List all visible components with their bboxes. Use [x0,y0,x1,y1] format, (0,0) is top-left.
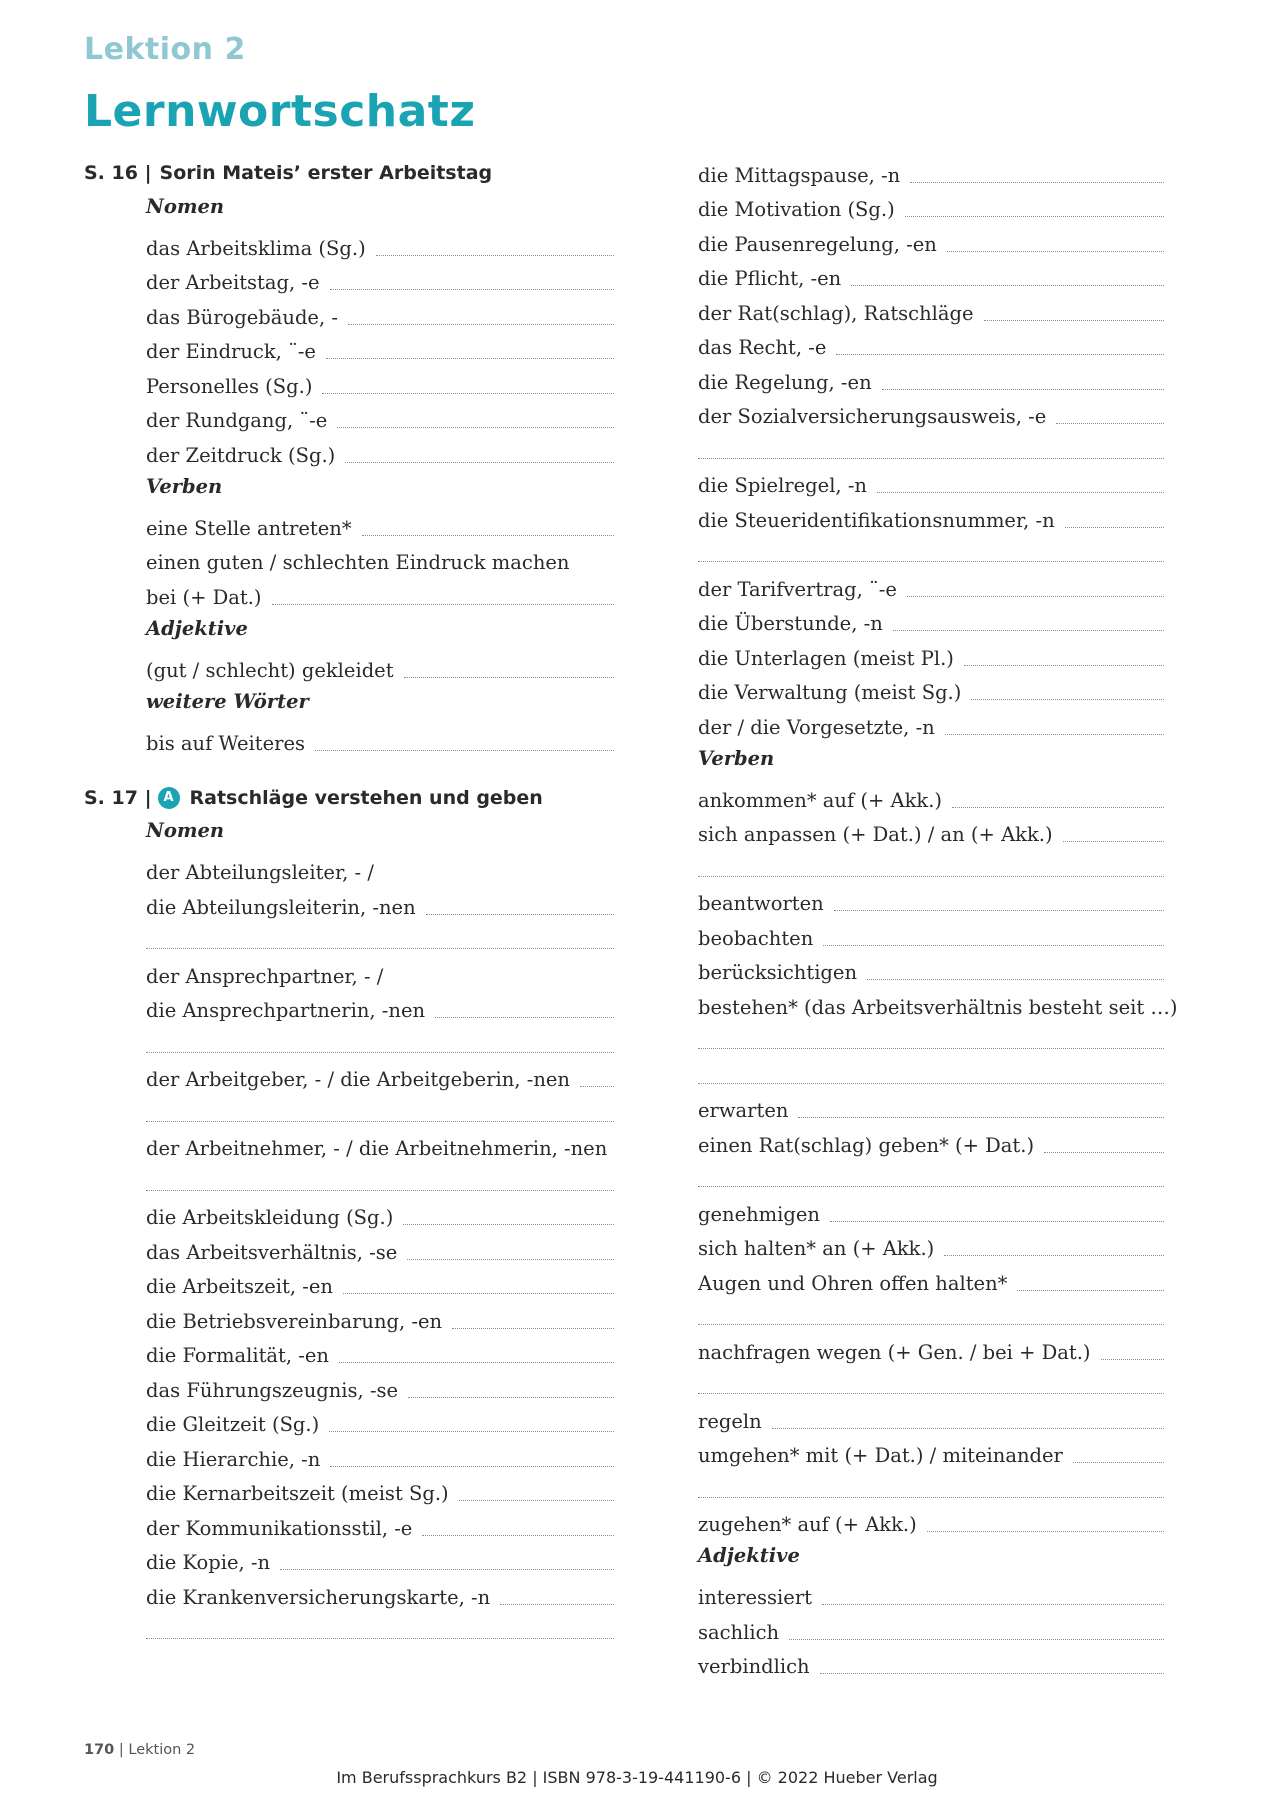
vocab-term: der Rat(schlag), Ratschläge [698,301,974,325]
vocab-entry [698,501,1164,536]
vocab-term: der Rundgang, ¨-e [146,409,328,432]
answer-line[interactable] [452,1328,614,1329]
vocab-term: Personelles (Sg.) [146,374,313,398]
category-weitere: weitere Wörter [146,689,309,713]
vocab-term: die Arbeitszeit, -en [146,1275,333,1298]
page-title: Lernwortschatz [84,86,476,137]
vocab-entry [146,229,614,264]
answer-line[interactable] [698,561,1164,562]
vocab-entry [698,467,1164,502]
answer-line[interactable] [404,677,614,678]
vocab-term: die Betriebsvereinbarung, -en [146,1309,443,1333]
blank-answer-row [698,536,1164,571]
vocab-term: die Pflicht, -en [698,267,842,290]
answer-line[interactable] [1073,1462,1164,1463]
vocab-entry [146,854,614,889]
answer-line[interactable] [772,1428,1164,1429]
answer-line[interactable] [407,1259,614,1260]
answer-line[interactable] [315,750,614,751]
vocab-term: die Motivation (Sg.) [698,198,895,221]
page-number: 170 [84,1742,115,1758]
vocab-term: zugehen* auf (+ Akk.) [698,1513,917,1536]
answer-line[interactable] [698,876,1164,877]
vocab-term: umgehen* mit (+ Dat.) / miteinander [698,1444,1063,1467]
answer-line[interactable] [798,1117,1164,1118]
answer-line[interactable] [500,1604,614,1605]
vocab-entry [698,674,1164,709]
vocab-term: die Gleitzeit (Sg.) [146,1413,320,1436]
vocab-term: die Formalität, -en [146,1344,329,1367]
vocab-entry [146,1199,614,1234]
vocab-entry [698,1506,1164,1541]
answer-line[interactable] [789,1639,1164,1640]
vocab-term: die Abteilungsleiterin, -nen [146,895,416,919]
vocab-entry [698,605,1164,640]
section-heading-s17 [84,781,614,816]
vocab-term: nachfragen wegen (+ Gen. / bei + Dat.) [698,1340,1091,1364]
vocab-term: der Sozialversicherungsausweis, -e [698,405,1047,428]
vocab-entry [146,1544,614,1579]
answer-line[interactable] [1065,527,1164,528]
answer-line[interactable] [851,285,1164,286]
vocab-term: die Pausenregelung, -en [698,232,937,256]
vocab-term: das Arbeitsverhältnis, -se [146,1240,398,1264]
vocab-entry [146,436,614,471]
vocab-entry [698,708,1164,743]
answer-line[interactable] [836,354,1164,355]
vocab-term: die Kernarbeitszeit (meist Sg.) [146,1482,449,1505]
answer-line[interactable] [345,462,614,463]
answer-line[interactable] [910,182,1164,183]
answer-line[interactable] [927,1531,1164,1532]
answer-line[interactable] [426,914,614,915]
answer-line[interactable] [337,427,614,428]
answer-line[interactable] [971,699,1164,700]
vocab-entry [698,1264,1164,1299]
answer-line[interactable] [834,910,1164,911]
vocab-entry [146,724,614,759]
vocab-entry [146,957,614,992]
answer-line[interactable] [698,458,1164,459]
vocab-term: die Arbeitskleidung (Sg.) [146,1206,394,1229]
vocab-entry [146,888,614,923]
answer-line[interactable] [280,1569,614,1570]
vocab-entry [146,1061,614,1096]
answer-line[interactable] [952,807,1164,808]
vocab-entry [146,992,614,1027]
vocab-term: die Krankenversicherungskarte, -n [146,1585,491,1609]
blank-answer-row [698,1161,1164,1196]
vocab-entry [146,264,614,299]
vocab-term: bestehen* (das Arbeitsverhältnis besteht seit …) [698,995,1178,1019]
footer-copyright: Im Berufssprachkurs B2 | ISBN 978-3-19-441190-6 | © 2022 Hueber Verlag [336,1768,938,1787]
answer-line[interactable] [146,1052,614,1053]
answer-line[interactable] [343,1293,614,1294]
vocab-term: beobachten [698,926,814,950]
vocab-term: der Zeitdruck (Sg.) [146,443,336,467]
vocab-entry [146,651,614,686]
vocab-term: der Abteilungsleiter, - / [146,861,374,884]
answer-line[interactable] [580,1086,614,1087]
vocab-term: beantworten [698,892,824,915]
vocab-entry [698,1333,1164,1368]
vocab-term: das Arbeitsklima (Sg.) [146,236,366,260]
section-heading-s16 [84,156,614,191]
vocab-term: der Kommunikationsstil, -e [146,1516,413,1540]
answer-line[interactable] [146,1121,614,1122]
blank-answer-row [146,1164,614,1199]
vocab-entry [698,156,1164,191]
category-adjektive: Adjektive [698,1544,800,1567]
vocab-term: (gut / schlecht) gekleidet [146,658,394,682]
answer-line[interactable] [907,596,1164,597]
vocab-entry [698,885,1164,920]
answer-line[interactable] [944,1255,1164,1256]
answer-line[interactable] [1101,1359,1164,1360]
vocab-term: die Hierarchie, -n [146,1447,321,1471]
vocab-entry [698,398,1164,433]
vocab-entry [146,578,614,613]
answer-line[interactable] [330,1466,614,1467]
blank-answer-row [146,923,614,958]
vocab-entry [698,1402,1164,1437]
answer-line[interactable] [422,1535,614,1536]
vocab-term: verbindlich [698,1655,810,1678]
blank-answer-row [146,1613,614,1648]
answer-line[interactable] [459,1500,614,1501]
answer-line[interactable] [348,324,614,325]
answer-line[interactable] [698,1393,1164,1394]
answer-line[interactable] [905,216,1164,217]
vocab-entry [698,639,1164,674]
answer-line[interactable] [1017,1290,1164,1291]
blank-answer-row [698,1299,1164,1334]
vocab-entry [146,1233,614,1268]
vocab-entry [146,367,614,402]
vocab-term: das Führungszeugnis, -se [146,1378,399,1402]
answer-line[interactable] [822,1604,1164,1605]
vocab-term: die Regelung, -en [698,370,872,394]
vocab-term: die Unterlagen (meist Pl.) [698,646,954,670]
answer-line[interactable] [882,389,1164,390]
section-page-ref: S. 16 | [84,162,152,185]
answer-line[interactable] [1063,841,1164,842]
answer-line[interactable] [698,1048,1164,1049]
answer-line[interactable] [146,1190,614,1191]
vocab-term: die Kopie, -n [146,1551,271,1574]
vocab-entry [698,1579,1164,1614]
answer-line[interactable] [326,358,614,359]
answer-line[interactable] [146,948,614,949]
answer-line[interactable] [893,630,1164,631]
vocab-entry [146,1130,614,1165]
answer-line[interactable] [823,945,1164,946]
vocab-entry [698,1230,1164,1265]
vocab-term: sich anpassen (+ Dat.) / an (+ Akk.) [698,823,1053,846]
answer-line[interactable] [964,665,1164,666]
vocab-entry [698,1195,1164,1230]
blank-answer-row [698,850,1164,885]
blank-answer-row [698,1368,1164,1403]
vocab-term: einen guten / schlechten Eindruck machen [146,551,570,574]
section-title: Sorin Mateis’ erster Arbeitstag [159,162,493,185]
vocab-term: Augen und Ohren offen halten* [698,1271,1008,1295]
answer-line[interactable] [947,251,1164,252]
vocab-entry [146,298,614,333]
answer-line[interactable] [984,320,1164,321]
vocab-term: das Recht, -e [698,336,827,359]
vocab-term: die Mittagspause, -n [698,163,901,187]
answer-line[interactable] [830,1221,1164,1222]
answer-line[interactable] [272,604,614,605]
blank-answer-row [698,1057,1164,1092]
vocab-term: der Arbeitstag, -e [146,271,320,294]
answer-line[interactable] [820,1673,1164,1674]
vocab-term: das Bürogebäude, - [146,305,338,329]
vocab-entry [698,1613,1164,1648]
vocab-entry [146,1578,614,1613]
vocab-term: ankommen* auf (+ Akk.) [698,788,943,812]
answer-line[interactable] [322,393,614,394]
category-verben: Verben [698,746,775,770]
vocab-term: erwarten [698,1099,789,1122]
vocab-term: der Tarifvertrag, ¨-e [698,577,897,601]
vocab-term: der Eindruck, ¨-e [146,340,316,363]
vocab-entry [146,1371,614,1406]
section-title: Ratschläge verstehen und geben [189,786,543,809]
vocab-entry [698,954,1164,989]
answer-line[interactable] [376,255,614,256]
vocab-entry [698,294,1164,329]
answer-line[interactable] [329,1431,614,1432]
answer-line[interactable] [408,1397,614,1398]
vocab-term: der Arbeitgeber, - / die Arbeitgeberin, -nen [146,1068,570,1091]
answer-line[interactable] [698,1497,1164,1498]
vocab-entry [698,816,1164,851]
right-column [698,156,1178,1682]
vocab-entry [146,1440,614,1475]
category-adjektive: Adjektive [146,616,248,640]
lesson-label: Lektion 2 [84,32,246,67]
blank-answer-row [698,1471,1164,1506]
vocab-entry [146,402,614,437]
footer-lesson: Lektion 2 [128,1742,196,1758]
answer-line[interactable] [698,1186,1164,1187]
vocab-entry [698,260,1164,295]
vocab-entry [146,1302,614,1337]
left-column [84,156,614,1647]
section-badge: A [158,787,180,809]
vocab-term: bis auf Weiteres [146,731,305,755]
vocab-entry [698,1092,1164,1127]
vocab-term: bei (+ Dat.) [146,585,262,609]
blank-answer-row [698,432,1164,467]
category-nomen: Nomen [146,819,225,842]
vocab-entry [146,1509,614,1544]
vocab-term: der Arbeitnehmer, - / die Arbeitnehmerin, -nen [146,1137,608,1160]
vocab-entry [698,1648,1164,1683]
vocab-entry [698,363,1164,398]
vocab-term: die Spielregel, -n [698,474,867,497]
category-nomen: Nomen [146,194,225,218]
answer-line[interactable] [698,1083,1164,1084]
answer-line[interactable] [877,492,1164,493]
vocab-term: der Ansprechpartner, - / [146,964,384,988]
answer-line[interactable] [146,1638,614,1639]
answer-line[interactable] [330,289,614,290]
vocab-entry [698,329,1164,364]
footer-page-info [84,1742,195,1758]
vocab-entry [146,509,614,544]
section-page-ref: S. 17 | [84,786,152,809]
answer-line[interactable] [362,535,614,536]
vocab-entry [698,781,1164,816]
vocab-term: sich halten* an (+ Akk.) [698,1237,935,1260]
vocab-entry [146,1337,614,1372]
vocab-entry [698,988,1178,1023]
blank-answer-row [698,1023,1164,1058]
answer-line[interactable] [1056,423,1164,424]
vocab-entry [698,919,1164,954]
answer-line[interactable] [945,734,1164,735]
answer-line[interactable] [698,1324,1164,1325]
vocab-term: berücksichtigen [698,961,858,984]
answer-line[interactable] [403,1224,614,1225]
vocab-entry [146,1475,614,1510]
answer-line[interactable] [1044,1152,1164,1153]
vocab-term: die Ansprechpartnerin, -nen [146,999,426,1022]
vocab-entry [146,333,614,368]
vocab-term: die Verwaltung (meist Sg.) [698,681,962,704]
vocab-term: die Steueridentifikationsnummer, -n [698,508,1055,532]
footer-separator: | [118,1742,124,1758]
vocab-term: interessiert [698,1586,812,1609]
vocab-term: sachlich [698,1620,780,1644]
category-verben: Verben [146,474,223,498]
vocab-term: genehmigen [698,1202,820,1226]
vocab-term: eine Stelle antreten* [146,516,352,540]
vocab-term: regeln [698,1409,762,1433]
vocab-entry [698,1126,1164,1161]
vocab-term: die Überstunde, -n [698,612,883,635]
answer-line[interactable] [435,1017,614,1018]
vocab-entry [698,570,1164,605]
vocab-entry [146,544,614,579]
vocab-entry [698,1437,1164,1472]
blank-answer-row [146,1026,614,1061]
blank-answer-row [146,1095,614,1130]
vocab-term: der / die Vorgesetzte, -n [698,715,935,739]
vocab-entry [698,191,1164,226]
vocab-entry [146,1406,614,1441]
answer-line[interactable] [867,979,1164,980]
vocab-term: einen Rat(schlag) geben* (+ Dat.) [698,1133,1035,1157]
answer-line[interactable] [339,1362,614,1363]
vocab-entry [698,225,1164,260]
vocab-entry [146,1268,614,1303]
